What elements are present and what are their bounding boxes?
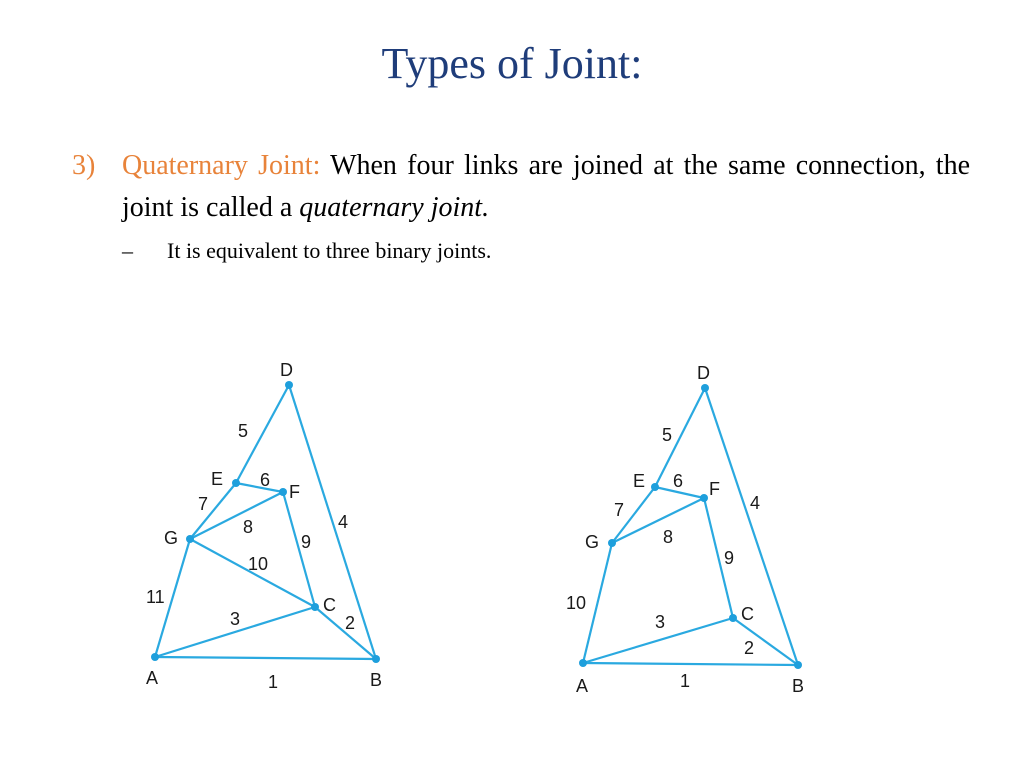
right-label-c: C — [741, 604, 754, 624]
left-link-1 — [155, 657, 376, 659]
left-joint-g — [186, 535, 194, 543]
left-link-label-7: 7 — [198, 494, 209, 514]
left-joint-f — [279, 488, 287, 496]
right-joint-b — [794, 661, 802, 669]
right-link-label-4: 4 — [750, 493, 761, 513]
right-label-a: A — [576, 676, 589, 696]
left-label-d: D — [280, 360, 293, 380]
right-joint-e — [651, 483, 659, 491]
right-link-label-10: 10 — [566, 593, 587, 613]
right-link-10 — [583, 543, 612, 663]
right-joint-g — [608, 539, 616, 547]
left-joint-e — [232, 479, 240, 487]
right-label-d: D — [697, 363, 710, 383]
right-link-label-2: 2 — [744, 638, 755, 658]
right-label-b: B — [792, 676, 805, 696]
left-link-label-4: 4 — [338, 512, 349, 532]
left-joint-d — [285, 381, 293, 389]
left-label-a: A — [146, 668, 159, 688]
left-label-b: B — [370, 670, 383, 690]
term-label: Quaternary Joint: — [122, 150, 321, 181]
left-joint-c — [311, 603, 319, 611]
left-label-c: C — [323, 595, 336, 615]
left-link-4 — [289, 385, 376, 659]
right-label-f: F — [709, 479, 720, 499]
left-label-f: F — [289, 482, 300, 502]
left-label-g: G — [164, 528, 179, 548]
left-link-label-3: 3 — [230, 609, 241, 629]
right-link-label-3: 3 — [655, 612, 666, 632]
bullet-text: It is equivalent to three binary joints. — [167, 238, 492, 263]
left-label-e: E — [211, 469, 224, 489]
left-link-label-10: 10 — [248, 554, 269, 574]
item-number: 3) — [72, 150, 96, 181]
left-joint-b — [372, 655, 380, 663]
right-link-label-9: 9 — [724, 548, 735, 568]
right-joint-c — [729, 614, 737, 622]
right-link-label-7: 7 — [614, 500, 625, 520]
right-link-label-6: 6 — [673, 471, 684, 491]
right-linkage-diagram — [566, 363, 804, 696]
right-joint-a — [579, 659, 587, 667]
right-link-2 — [733, 618, 798, 665]
left-link-7 — [190, 483, 236, 539]
right-label-g: G — [585, 532, 600, 552]
right-link-label-5: 5 — [662, 425, 673, 445]
left-link-label-5: 5 — [238, 421, 249, 441]
definition-text: When four links are joined at the same connection, the joint is called a — [122, 150, 970, 223]
right-link-label-1: 1 — [680, 671, 691, 691]
right-link-1 — [583, 663, 798, 665]
right-link-8 — [612, 498, 704, 543]
left-link-label-9: 9 — [301, 532, 312, 552]
right-joint-d — [701, 384, 709, 392]
left-joint-a — [151, 653, 159, 661]
left-link-label-11: 11 — [146, 587, 165, 607]
left-link-label-2: 2 — [345, 613, 356, 633]
left-linkage-diagram — [146, 360, 382, 692]
slide-title: Types of Joint: — [381, 39, 643, 88]
left-link-label-6: 6 — [260, 470, 271, 490]
bullet-dash: – — [122, 238, 133, 263]
right-joint-f — [700, 494, 708, 502]
right-link-label-8: 8 — [663, 527, 674, 547]
left-link-label-8: 8 — [243, 517, 254, 537]
right-label-e: E — [633, 471, 646, 491]
definition-italic: quaternary joint. — [299, 192, 490, 223]
left-link-label-1: 1 — [268, 672, 279, 692]
